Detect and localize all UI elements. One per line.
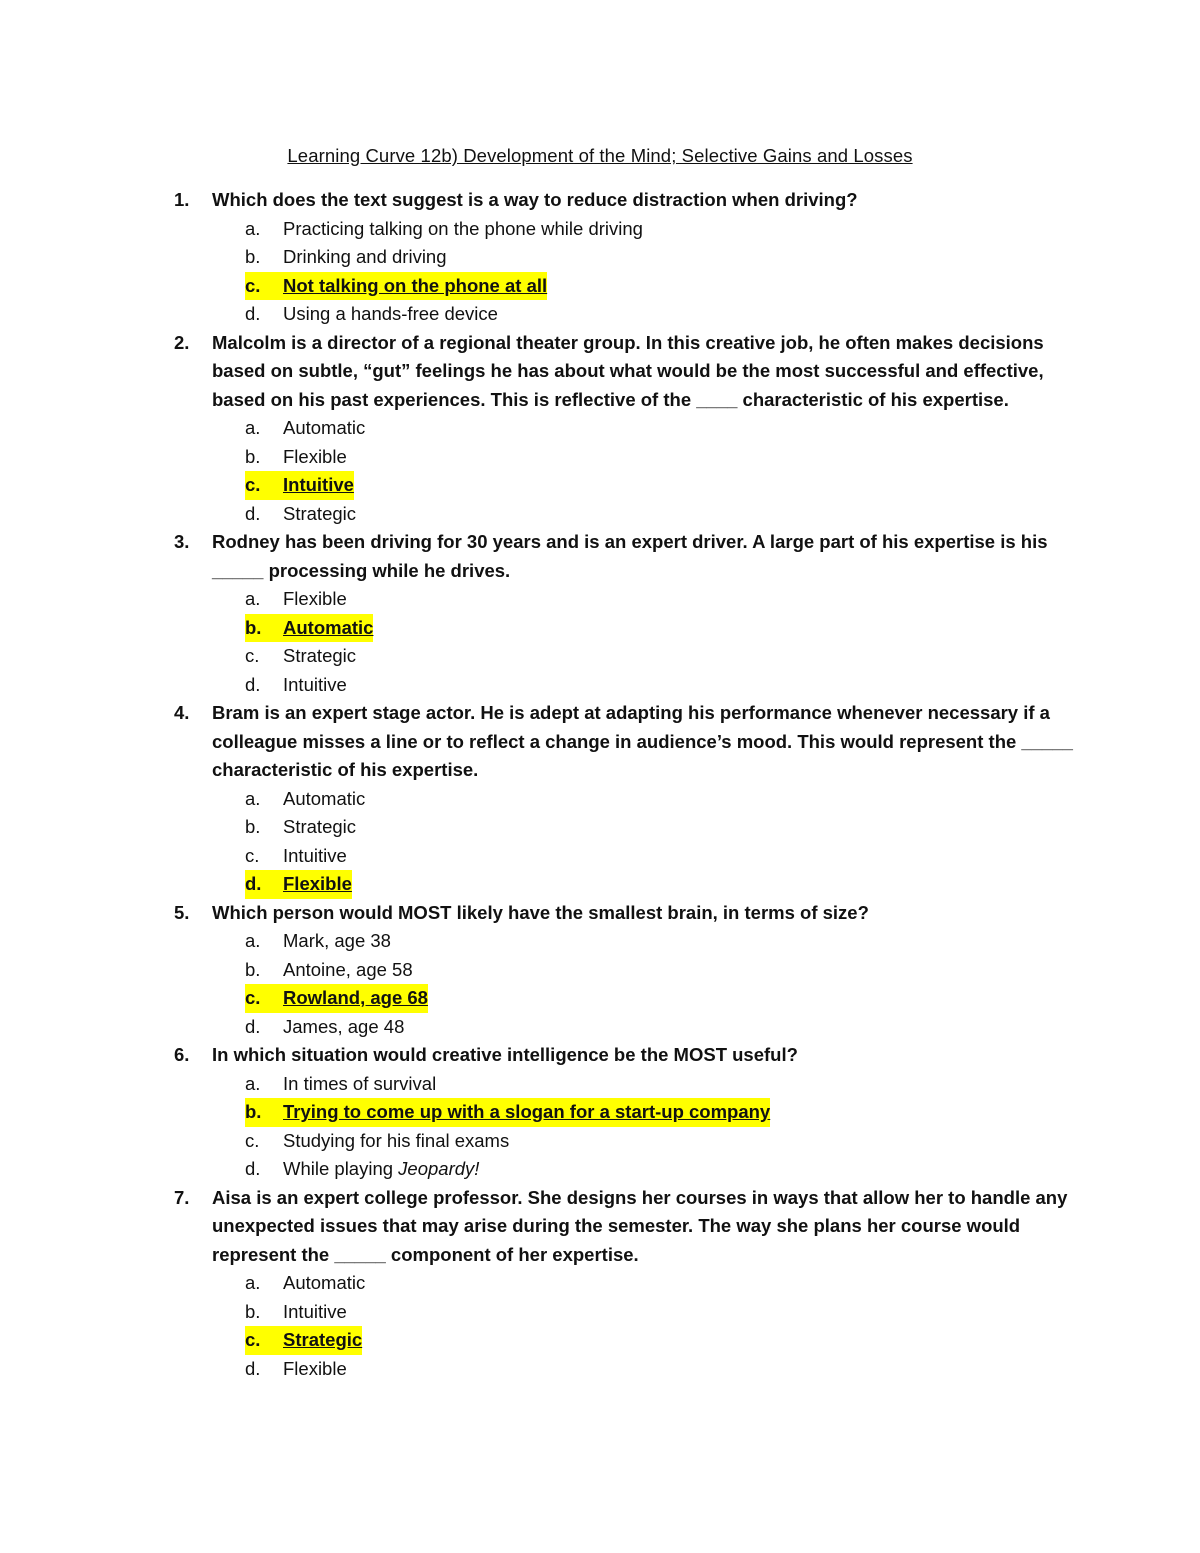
question-2 <box>174 329 1074 529</box>
option-letter: b. <box>245 816 261 837</box>
option-c <box>174 1326 1074 1355</box>
question-text: Rodney has been driving for 30 years and is an expert driver. A large part of his expertise is his _____ processing while he drives. <box>212 531 1048 581</box>
question-text: Which person would MOST likely have the smallest brain, in terms of size? <box>212 901 869 923</box>
question-text: Malcolm is a director of a regional theater group. In this creative job, he often makes decisions based on subtle, “gut” feelings he has about what would be the most successful and effective, based on his past experiences. This is reflective of the ____ characteristic of his expertise. <box>212 331 1044 410</box>
option-list <box>174 785 1074 899</box>
option-letter: b. <box>245 614 283 643</box>
option-letter: c. <box>245 984 283 1013</box>
option-letter: c. <box>245 1326 283 1355</box>
option-text-emphasis: Jeopardy! <box>398 1158 480 1179</box>
question-list <box>174 186 1074 1383</box>
option-a <box>174 1269 1074 1298</box>
option-letter: d. <box>245 1158 261 1179</box>
option-d <box>174 300 1074 329</box>
option-list <box>174 927 1074 1041</box>
option-b <box>174 1098 1074 1127</box>
question-5 <box>174 899 1074 1042</box>
option-text: Strategic <box>283 502 357 524</box>
option-letter: c. <box>245 645 260 666</box>
question-7 <box>174 1184 1074 1384</box>
option-a <box>174 215 1074 244</box>
option-text: Trying to come up with a slogan for a start-up company <box>283 1098 770 1127</box>
option-a <box>174 1070 1074 1099</box>
option-text-plain: While playing <box>283 1158 399 1179</box>
question-3 <box>174 528 1074 699</box>
option-letter: c. <box>245 1129 260 1151</box>
option-text: Practicing talking on the phone while driving <box>283 217 643 239</box>
option-letter: a. <box>245 588 261 609</box>
option-letter: a. <box>245 930 261 951</box>
option-c <box>174 642 1074 671</box>
question-number: 3. <box>174 531 190 552</box>
option-text: Flexible <box>283 588 347 609</box>
option-text: Not talking on the phone at all <box>283 272 547 301</box>
question-1 <box>174 186 1074 329</box>
option-letter: c. <box>245 471 283 500</box>
document-title: Learning Curve 12b) Development of the Mind; Selective Gains and Losses <box>287 145 913 166</box>
option-b <box>174 813 1074 842</box>
option-d <box>174 1155 1074 1184</box>
question-number: 1. <box>174 189 190 210</box>
question-number: 6. <box>174 1044 190 1065</box>
option-c <box>174 984 1074 1013</box>
question-4 <box>174 699 1074 899</box>
option-list <box>174 1070 1074 1184</box>
option-b <box>174 1298 1074 1327</box>
option-letter: d. <box>245 303 261 324</box>
option-c <box>174 272 1074 301</box>
question-number: 2. <box>174 331 190 353</box>
option-text: James, age 48 <box>283 1015 405 1037</box>
option-letter: b. <box>245 1098 283 1127</box>
option-text: Strategic <box>283 816 357 837</box>
option-d <box>174 500 1074 529</box>
option-letter: d. <box>245 502 261 524</box>
option-text: Antoine, age 58 <box>283 958 413 980</box>
option-letter: d. <box>245 1357 261 1379</box>
question-number: 4. <box>174 702 190 723</box>
option-text: Mark, age 38 <box>283 930 391 951</box>
option-text: In times of survival <box>283 1072 437 1094</box>
option-text: Strategic <box>283 1326 362 1355</box>
option-b <box>174 956 1074 985</box>
option-list <box>174 215 1074 329</box>
option-text: Flexible <box>283 870 352 899</box>
option-text: Intuitive <box>283 844 347 866</box>
option-letter: a. <box>245 787 261 809</box>
option-text: Intuitive <box>283 471 354 500</box>
option-text: Studying for his final exams <box>283 1129 510 1151</box>
option-list <box>174 585 1074 699</box>
option-letter: d. <box>245 870 283 899</box>
option-letter: a. <box>245 217 261 239</box>
option-b <box>174 243 1074 272</box>
option-text: Flexible <box>283 445 347 467</box>
option-text: Automatic <box>283 787 366 809</box>
option-text: Automatic <box>283 417 366 438</box>
option-text: Automatic <box>283 1272 366 1293</box>
question-text: In which situation would creative intelligence be the MOST useful? <box>212 1044 798 1065</box>
option-a <box>174 785 1074 814</box>
option-d <box>174 1013 1074 1042</box>
option-letter: b. <box>245 1300 261 1322</box>
option-c <box>174 471 1074 500</box>
option-text <box>283 1155 479 1184</box>
question-text: Which does the text suggest is a way to reduce distraction when driving? <box>212 189 858 210</box>
question-text: Aisa is an expert college professor. She designs her courses in ways that allow her to handle any unexpected issues that may arise during the semester. The way she plans her course would represent the _____ component of her expertise. <box>212 1186 1068 1265</box>
option-text: Flexible <box>283 1357 347 1379</box>
question-number: 7. <box>174 1186 190 1208</box>
option-d <box>174 1355 1074 1384</box>
option-a <box>174 585 1074 614</box>
option-a <box>174 414 1074 443</box>
question-number: 5. <box>174 901 190 923</box>
option-d <box>174 671 1074 700</box>
option-c <box>174 842 1074 871</box>
option-text: Drinking and driving <box>283 246 447 267</box>
question-text: Bram is an expert stage actor. He is adept at adapting his performance whenever necessary if a colleague misses a line or to reflect a change in audience’s mood. This would represent the _____ characteristic of his expertise. <box>212 702 1073 780</box>
option-text: Strategic <box>283 645 357 666</box>
option-text: Intuitive <box>283 1300 347 1322</box>
option-c <box>174 1127 1074 1156</box>
option-text: Using a hands-free device <box>283 303 498 324</box>
option-letter: d. <box>245 673 261 695</box>
option-b <box>174 614 1074 643</box>
option-letter: a. <box>245 417 261 438</box>
option-letter: a. <box>245 1272 261 1293</box>
option-letter: d. <box>245 1015 261 1037</box>
option-letter: b. <box>245 445 261 467</box>
option-letter: c. <box>245 844 260 866</box>
option-text: Intuitive <box>283 673 347 695</box>
option-b <box>174 443 1074 472</box>
option-letter: b. <box>245 958 261 980</box>
option-letter: c. <box>245 272 283 301</box>
question-6 <box>174 1041 1074 1184</box>
option-text: Automatic <box>283 614 373 643</box>
option-letter: b. <box>245 246 261 267</box>
option-text: Rowland, age 68 <box>283 984 428 1013</box>
option-list <box>174 1269 1074 1383</box>
option-letter: a. <box>245 1072 261 1094</box>
option-d <box>174 870 1074 899</box>
option-a <box>174 927 1074 956</box>
option-list <box>174 414 1074 528</box>
